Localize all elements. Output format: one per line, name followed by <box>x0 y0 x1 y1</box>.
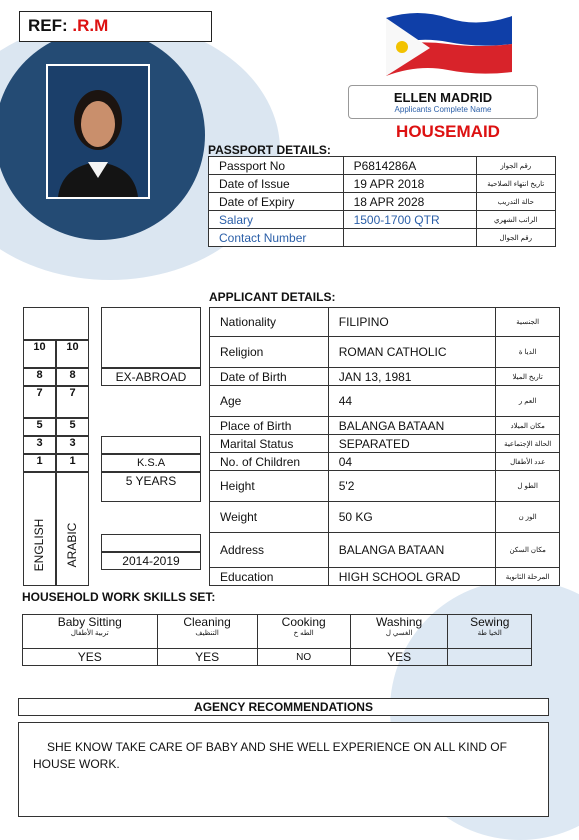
skill-cell <box>23 615 158 649</box>
skill-name-ar: الغسي ل <box>385 630 413 637</box>
applicant-label: Place of Birth <box>210 417 329 435</box>
passport-label-ar: حالة التدريب <box>476 193 556 211</box>
passport-label: Date of Issue <box>209 175 344 193</box>
work-experience-value: EX-ABROAD <box>101 368 201 386</box>
language-header: LANGUA GE <box>23 307 89 340</box>
skill-name: Washing <box>375 615 423 629</box>
applicant-row <box>210 308 560 337</box>
skill-name: Baby Sitting <box>57 615 122 629</box>
language-score-arabic: 1 <box>56 454 89 472</box>
passport-value: 18 APR 2028 <box>343 193 476 211</box>
skill-name: Cooking <box>281 615 326 629</box>
skills-value-row <box>23 649 532 666</box>
applicant-label-ar: مكان الميلاد <box>496 417 560 435</box>
passport-section-title: PASSPORT DETAILS: <box>208 143 331 157</box>
passport-row <box>209 211 556 229</box>
philippines-flag-icon <box>378 6 515 78</box>
applicant-label: Education <box>210 568 329 586</box>
skill-name-ar: تربية الأطفال <box>70 630 109 637</box>
applicant-value: 5'2 <box>328 471 496 502</box>
applicant-value: BALANGA BATAAN <box>328 417 496 435</box>
applicant-photo <box>46 64 150 199</box>
arabic-label: ARABIC <box>65 522 79 568</box>
skills-header-row <box>23 615 532 649</box>
applicant-row <box>210 453 560 471</box>
applicant-row <box>210 337 560 368</box>
philippines-flag <box>378 6 515 78</box>
applicant-label-ar: الوز ن <box>496 502 560 533</box>
passport-label: Date of Expiry <box>209 193 344 211</box>
skill-cell <box>257 615 350 649</box>
reference-box <box>19 11 212 42</box>
applicant-row <box>210 471 560 502</box>
period-header: PERIOD <box>101 534 201 552</box>
applicant-value: FILIPINO <box>328 308 496 337</box>
language-score-english: 3 <box>23 436 56 454</box>
skills-section-title: HOUSEHOLD WORK SKILLS SET: <box>22 590 216 604</box>
passport-table <box>208 156 556 247</box>
applicant-label: Age <box>210 386 329 417</box>
skills-table <box>22 614 532 666</box>
applicant-name: ELLEN MADRID <box>393 90 493 105</box>
applicant-label: Nationality <box>210 308 329 337</box>
applicant-label-ar: الحالة الإجتماعية <box>496 435 560 453</box>
applicant-value: 04 <box>328 453 496 471</box>
passport-label: Passport No <box>209 157 344 175</box>
applicant-value: SEPARATED <box>328 435 496 453</box>
country-header: COUNTRY <box>101 436 201 454</box>
skill-value: NO <box>257 649 350 666</box>
skill-name: Cleaning <box>183 615 231 629</box>
language-score-arabic: 5 <box>56 418 89 436</box>
period-value: 2014-2019 <box>101 552 201 570</box>
passport-value <box>343 229 476 247</box>
ref-label: REF: <box>28 16 68 35</box>
recommendation-box <box>18 722 549 817</box>
recommendation-header <box>18 698 549 716</box>
applicant-label: Marital Status <box>210 435 329 453</box>
skill-cell <box>350 615 448 649</box>
applicant-section-title: APPLICANT DETAILS: <box>209 290 336 304</box>
applicant-label-ar: الطو ل <box>496 471 560 502</box>
country-value: K.S.A <box>101 454 201 472</box>
applicant-label-ar: الديا ة <box>496 337 560 368</box>
applicant-row <box>210 502 560 533</box>
applicant-value: HIGH SCHOOL GRAD <box>328 568 496 586</box>
applicant-row <box>210 417 560 435</box>
passport-value: P6814286A <box>343 157 476 175</box>
passport-row <box>209 175 556 193</box>
applicant-value: 50 KG <box>328 502 496 533</box>
skill-value: YES <box>350 649 448 666</box>
language-score-english: 7 <box>23 386 56 418</box>
recommendation-text: SHE KNOW TAKE CARE OF BABY AND SHE WELL EXPERIENCE ON ALL KIND OF HOUSE WORK. <box>33 740 507 771</box>
applicant-value: JAN 13, 1981 <box>328 368 496 386</box>
language-score-english: 5 <box>23 418 56 436</box>
applicant-label-ar: العم ر <box>496 386 560 417</box>
passport-label: Contact Number <box>209 229 344 247</box>
applicant-table <box>209 307 560 586</box>
language-score-arabic: 10 <box>56 340 89 368</box>
applicant-label: No. of Children <box>210 453 329 471</box>
applicant-label: Weight <box>210 502 329 533</box>
applicant-row <box>210 533 560 568</box>
applicant-row <box>210 386 560 417</box>
years-value: 5 YEARS <box>101 472 201 502</box>
applicant-label: Religion <box>210 337 329 368</box>
passport-label-ar: تاريخ انتهاء الصلاحية <box>476 175 556 193</box>
skill-cell <box>157 615 257 649</box>
skill-name-ar: الخيا طة <box>477 630 502 637</box>
passport-row <box>209 229 556 247</box>
skill-value <box>448 649 532 666</box>
ref-value: .R.M <box>72 16 109 35</box>
applicant-label: Date of Birth <box>210 368 329 386</box>
passport-row <box>209 193 556 211</box>
language-score-english: 8 <box>23 368 56 386</box>
language-score-arabic: 3 <box>56 436 89 454</box>
applicant-label: Address <box>210 533 329 568</box>
applicant-photo-icon <box>48 66 148 197</box>
applicant-value: ROMAN CATHOLIC <box>328 337 496 368</box>
applicant-row <box>210 435 560 453</box>
english-label: ENGLISH <box>32 518 46 572</box>
language-score-arabic: 8 <box>56 368 89 386</box>
applicant-row <box>210 368 560 386</box>
work-experience-header: WORK EXPERIENCE <box>101 307 201 368</box>
skill-cell <box>448 615 532 649</box>
applicant-name-caption: Applicants Complete Name <box>394 105 492 114</box>
applicant-label-ar: المرحلة الثانوية <box>496 568 560 586</box>
passport-label-ar: رقم الجوال <box>476 229 556 247</box>
passport-row <box>209 157 556 175</box>
skill-value: YES <box>157 649 257 666</box>
applicant-row <box>210 568 560 586</box>
applicant-label-ar: تاريخ الميلا <box>496 368 560 386</box>
applicant-value: 44 <box>328 386 496 417</box>
language-score-english: 10 <box>23 340 56 368</box>
language-score-english: 1 <box>23 454 56 472</box>
skill-value: YES <box>23 649 158 666</box>
skill-name-ar: التنظيف <box>195 630 219 637</box>
applicant-label: Height <box>210 471 329 502</box>
passport-value: 1500-1700 QTR <box>343 211 476 229</box>
applicant-value: BALANGA BATAAN <box>328 533 496 568</box>
job-position: HOUSEMAID <box>396 122 500 141</box>
applicant-label-ar: مكان السكن <box>496 533 560 568</box>
skill-name-ar: الطه خ <box>293 630 314 637</box>
passport-value: 19 APR 2018 <box>343 175 476 193</box>
passport-label: Salary <box>209 211 344 229</box>
passport-label-ar: رقم الجواز <box>476 157 556 175</box>
name-box <box>348 85 538 119</box>
applicant-label-ar: الجنسية <box>496 308 560 337</box>
applicant-label-ar: عدد الأطفال <box>496 453 560 471</box>
skill-name: Sewing <box>470 615 510 629</box>
language-score-arabic: 7 <box>56 386 89 418</box>
passport-label-ar: الراتب الشهري <box>476 211 556 229</box>
recommendation-title: AGENCY RECOMMENDATIONS <box>194 700 373 714</box>
